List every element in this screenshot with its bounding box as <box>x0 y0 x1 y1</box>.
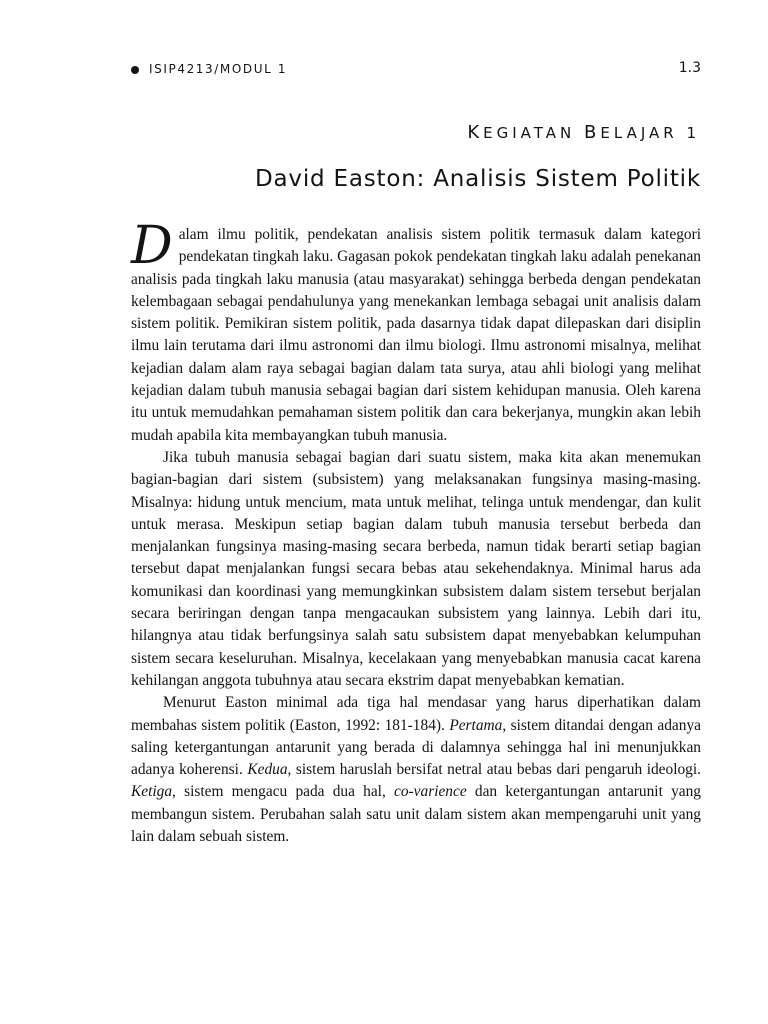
section-label <box>467 122 700 143</box>
p3-text-2: , sistem ditandai dengan adanya saling ketergantungan antarunit yang berada di dalamnya sehingga hal ini menunjukkan adanya koherensi. <box>131 716 701 779</box>
body-text <box>131 216 701 848</box>
p3-text-1: Menurut Easton minimal ada tiga hal mendasar yang harus diperhatikan dalam membahas sistem politik (Easton, 1992: 181-184). <box>131 694 701 734</box>
section-label-number: 1 <box>686 124 700 142</box>
paragraph-1-text: alam ilmu politik, pendekatan analisis sistem politik termasuk dalam kategori pendekatan tingkah laku. Gagasan pokok pendekatan tingkah laku adalah penekanan analisis pada tingkah laku manusia (atau masyarakat) sehingga berbeda dengan pendekatan kelembagaan sebagai pendahulunya yang menekankan lembaga sebagai unit analisis dalam sistem politik. Pemikiran sistem politik, pada dasarnya tidak dapat dilepaskan dari disiplin ilmu lain terutama dari ilmu astronomi dan ilmu biologi. Ilmu astronomi misalnya, melihat kejadian dalam alam raya sebagai bagian dalam tata surya, atau ahli biologi yang melihat kejadian dalam tubuh manusia sebagai bagian dari sistem kehidupan manusia. Oleh karena itu untuk memudahkan pemahaman sistem politik dan cara bekerjanya, mungkin akan lebih mudah apabila kita membayangkan tubuh manusia. <box>131 226 701 444</box>
paragraph-3 <box>131 692 701 848</box>
page-number: 1.3 <box>678 60 701 76</box>
paragraph-2: Jika tubuh manusia sebagai bagian dari suatu sistem, maka kita akan menemukan bagian-bagian dari sistem (subsistem) yang melaksanakan fungsinya masing-masing. Misalnya: hidung untuk mencium, mata untuk melihat, telinga untuk mendengar, dan kulit untuk merasa. Meskipun setiap bagian dalam tubuh manusia tersebut berbeda dan menjalankan fungsinya masing-masing secara berbeda, namun tidak berarti setiap bagian tersebut dapat menjalankan fungsi secara bebas atau sekehendaknya. Minimal harus ada komunikasi dan koordinasi yang memungkinkan subsistem dalam sistem tersebut berjalan secara beriringan dengan tanpa mengacaukan subsistem yang lainnya. Lebih dari itu, hilangnya atau tidak berfungsinya salah satu subsistem dapat menyebabkan kelumpuhan sistem secara keseluruhan. Misalnya, kecelakaan yang menyebabkan manusia cacat karena kehilangan anggota tubuhnya atau secara ekstrim dapat menyebabkan kematian. <box>131 448 701 689</box>
section-label-initial-b: B <box>584 122 601 143</box>
bullet-icon <box>131 66 139 74</box>
p3-text-4: , sistem mengacu pada dua hal, <box>172 783 395 801</box>
module-label: ISIP4213/MODUL 1 <box>149 62 288 76</box>
p3-emphasis-kedua: Kedua <box>247 761 288 779</box>
paragraph-1 <box>131 216 701 447</box>
p3-emphasis-covarience: co-varience <box>394 783 467 801</box>
p3-text-5: dan ketergantungan antarunit yang membangun sistem. Perubahan salah satu unit dalam sistem akan mempengaruhi unit yang lain dalam sebuah sistem. <box>131 783 701 846</box>
p3-emphasis-pertama: Pertama <box>449 716 503 734</box>
section-label-word1: EGIATAN <box>483 124 585 142</box>
page-header <box>131 60 701 82</box>
p3-text-3: , sistem haruslah bersifat netral atau bebas dari pengaruh ideologi. <box>287 761 701 779</box>
p3-emphasis-ketiga: Ketiga <box>131 783 173 801</box>
page-title: David Easton: Analisis Sistem Politik <box>255 166 701 192</box>
section-label-initial-k: K <box>467 122 484 143</box>
drop-cap: D <box>131 216 173 276</box>
section-label-word2: ELAJAR <box>600 124 687 142</box>
